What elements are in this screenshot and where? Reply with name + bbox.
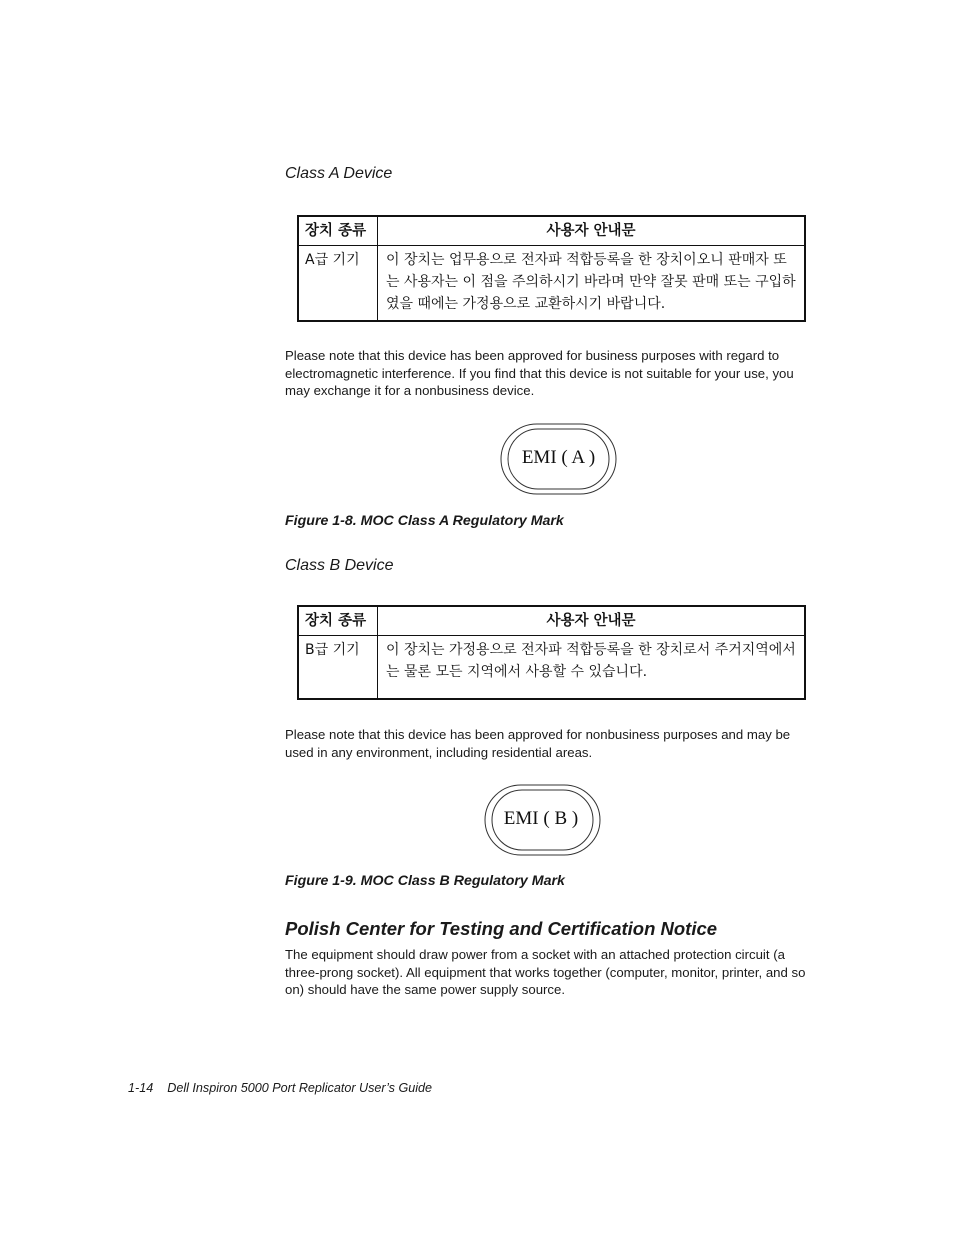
guide-title: Dell Inspiron 5000 Port Replicator User’s Guide: [167, 1081, 433, 1095]
class-a-heading: Class A Device: [285, 165, 393, 182]
page-number: 1-14: [128, 1081, 154, 1095]
device-type-header: 장치 종류: [298, 216, 378, 246]
class-a-note: Please note that this device has been approved for business purposes with regard to electromagnetic interference. If you find that this device is not suitable for your use, you may exchange it for a nonbusiness device.: [285, 348, 794, 399]
emi-a-regulatory-mark: [500, 423, 617, 495]
device-class-label: A급 기기: [298, 246, 378, 322]
device-class-notice: 이 장치는 가정용으로 전자파 적합등록을 한 장치로서 주거지역에서는 물론 모든 지역에서 사용할 수 있습니다.: [378, 636, 806, 700]
class-a-notice-table: [297, 215, 806, 322]
emi-b-label: EMI ( B ): [503, 808, 579, 829]
user-notice-header: 사용자 안내문: [378, 216, 806, 246]
polish-notice-body: The equipment should draw power from a socket with an attached protection circuit (a three-prong socket). All equipment that works together (computer, monitor, printer, and so on) should have the same power supply source.: [285, 947, 806, 998]
figure-1-9-caption: Figure 1-9. MOC Class B Regulatory Mark: [285, 873, 565, 889]
class-b-heading: Class B Device: [285, 557, 394, 574]
class-b-notice-table: [297, 605, 806, 700]
emi-a-label: EMI ( A ): [521, 447, 596, 468]
device-class-label: B급 기기: [298, 636, 378, 700]
user-notice-header: 사용자 안내문: [378, 606, 806, 636]
table-row: [298, 246, 805, 322]
device-class-notice: 이 장치는 업무용으로 전자파 적합등록을 한 장치이오니 판매자 또는 사용자는 이 점을 주의하시기 바라며 만약 잘못 판매 또는 구입하였을 때에는 가정용으로 교환하시기 바랍니다.: [378, 246, 806, 322]
emi-b-regulatory-mark: [484, 784, 601, 856]
polish-notice-heading: Polish Center for Testing and Certification Notice: [285, 918, 718, 939]
table-header-row: [298, 606, 805, 636]
table-header-row: [298, 216, 805, 246]
page-footer: [128, 1081, 432, 1095]
figure-1-8-caption: Figure 1-8. MOC Class A Regulatory Mark: [285, 513, 564, 529]
class-b-note: Please note that this device has been approved for nonbusiness purposes and may be used in any environment, including residential areas.: [285, 727, 791, 760]
device-type-header: 장치 종류: [298, 606, 378, 636]
table-row: [298, 636, 805, 700]
